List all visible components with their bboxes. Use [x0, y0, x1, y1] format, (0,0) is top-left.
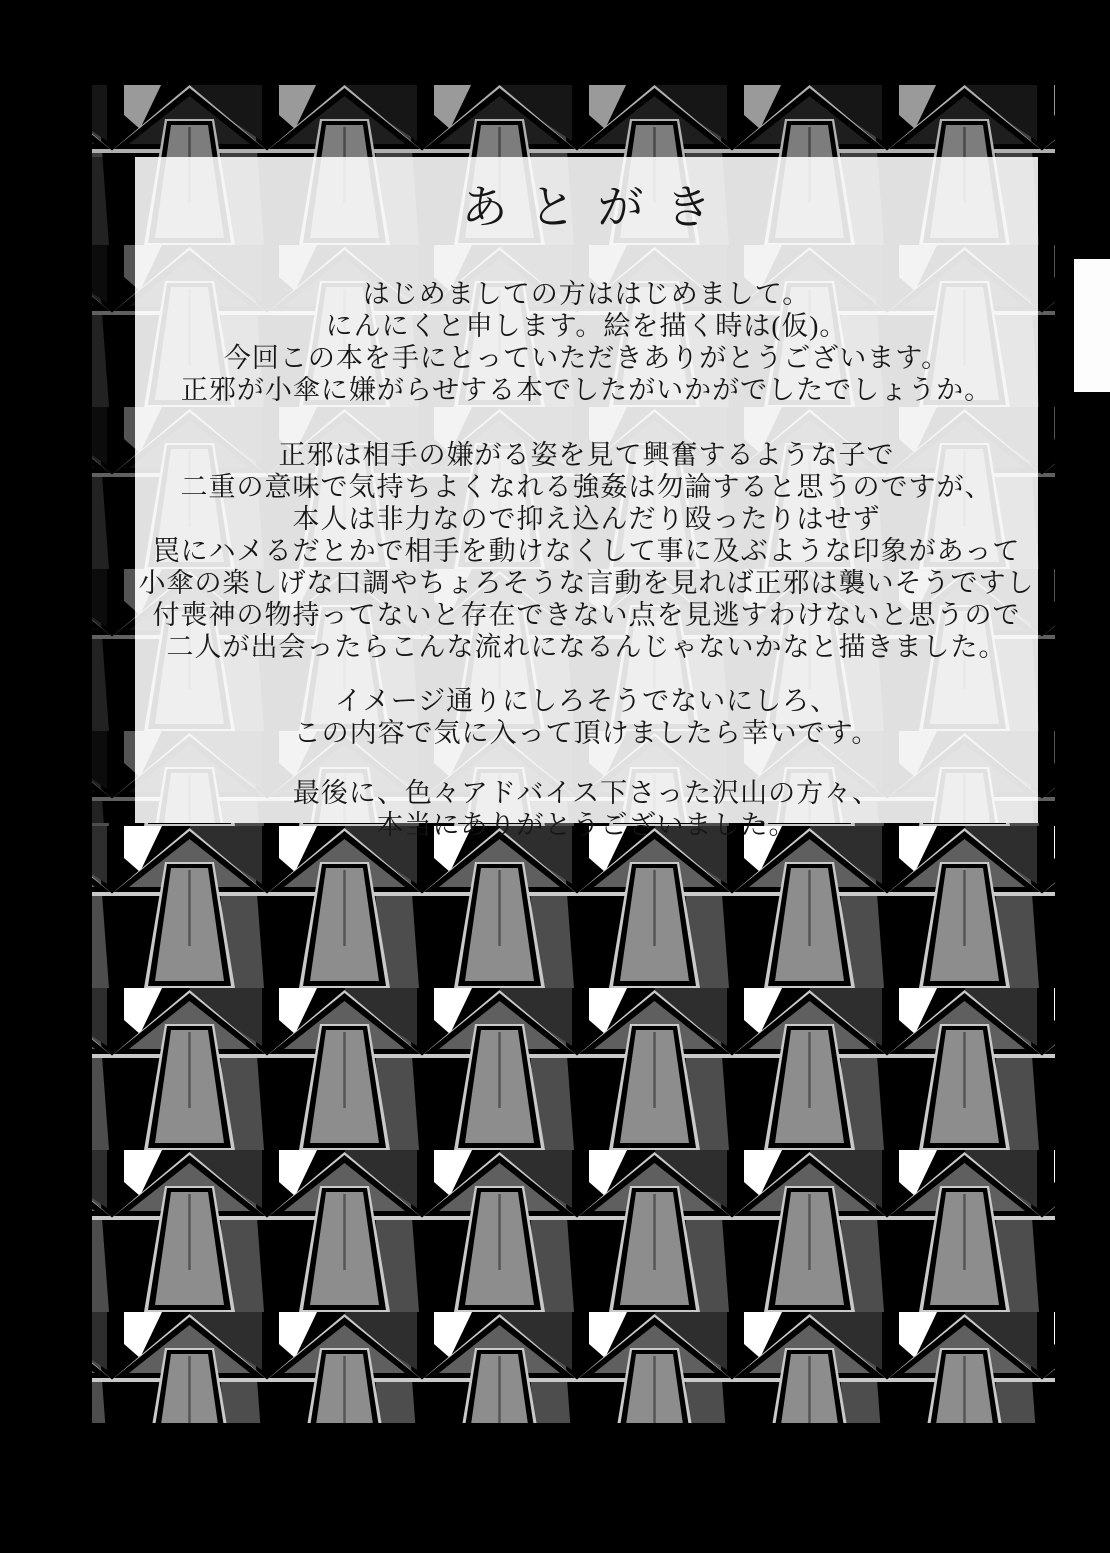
afterword-line: 本当にありがとうございました。 — [376, 809, 797, 840]
afterword-line: 今回この本を手にとっていただきありがとうございます。 — [223, 342, 950, 373]
afterword-line: 正邪は相手の嫌がる姿を見て興奮するような子で — [278, 439, 895, 470]
afterword-line: はじめましての方ははじめまして。 — [362, 278, 811, 309]
doujin-afterword-page — [92, 85, 1055, 1423]
paragraph — [135, 439, 1038, 663]
afterword-box — [135, 157, 1038, 840]
afterword-line: 本人は非力なので抑え込んだり殴ったりはせず — [292, 503, 881, 534]
afterword-line: 付喪神の物持ってないと存在できない点を見逃すわけないと思うので — [152, 599, 1021, 630]
afterword-title: あとがき — [461, 182, 734, 233]
afterword-paragraphs — [135, 278, 1038, 841]
afterword-line: にんにくと申します。絵を描く時は(仮)。 — [325, 310, 848, 341]
paragraph — [135, 777, 1038, 841]
afterword-line: 最後に、色々アドバイス下さった沢山の方々、 — [292, 777, 881, 808]
afterword-line: 二重の意味で気持ちよくなれる強姦は勿論すると思うのですが、 — [180, 471, 993, 502]
afterword-line: この内容で気に入って頂けましたら幸いです。 — [293, 717, 880, 748]
pattern-region-bottom — [92, 823, 1055, 1423]
afterword-line: イメージ通りにしろそうでないにしろ、 — [334, 685, 839, 716]
afterword-line: 小傘の楽しげな口調やちょろそうな言動を見れば正邪は襲いそうですし — [138, 567, 1035, 598]
paragraph — [135, 278, 1038, 406]
page-edge-white-tab — [1074, 259, 1110, 392]
afterword-line: 二人が出会ったらこんな流れになるんじゃないかなと描きました。 — [166, 631, 1007, 662]
afterword-line: 正邪が小傘に嫌がらせする本でしたがいかがでしたでしょうか。 — [180, 374, 993, 405]
paragraph — [135, 685, 1038, 749]
left-dark-margin — [92, 157, 135, 823]
afterword-line: 罠にハメるだとかで相手を動けなくして事に及ぶような印象があって — [152, 535, 1021, 566]
right-dark-margin — [1038, 157, 1055, 823]
